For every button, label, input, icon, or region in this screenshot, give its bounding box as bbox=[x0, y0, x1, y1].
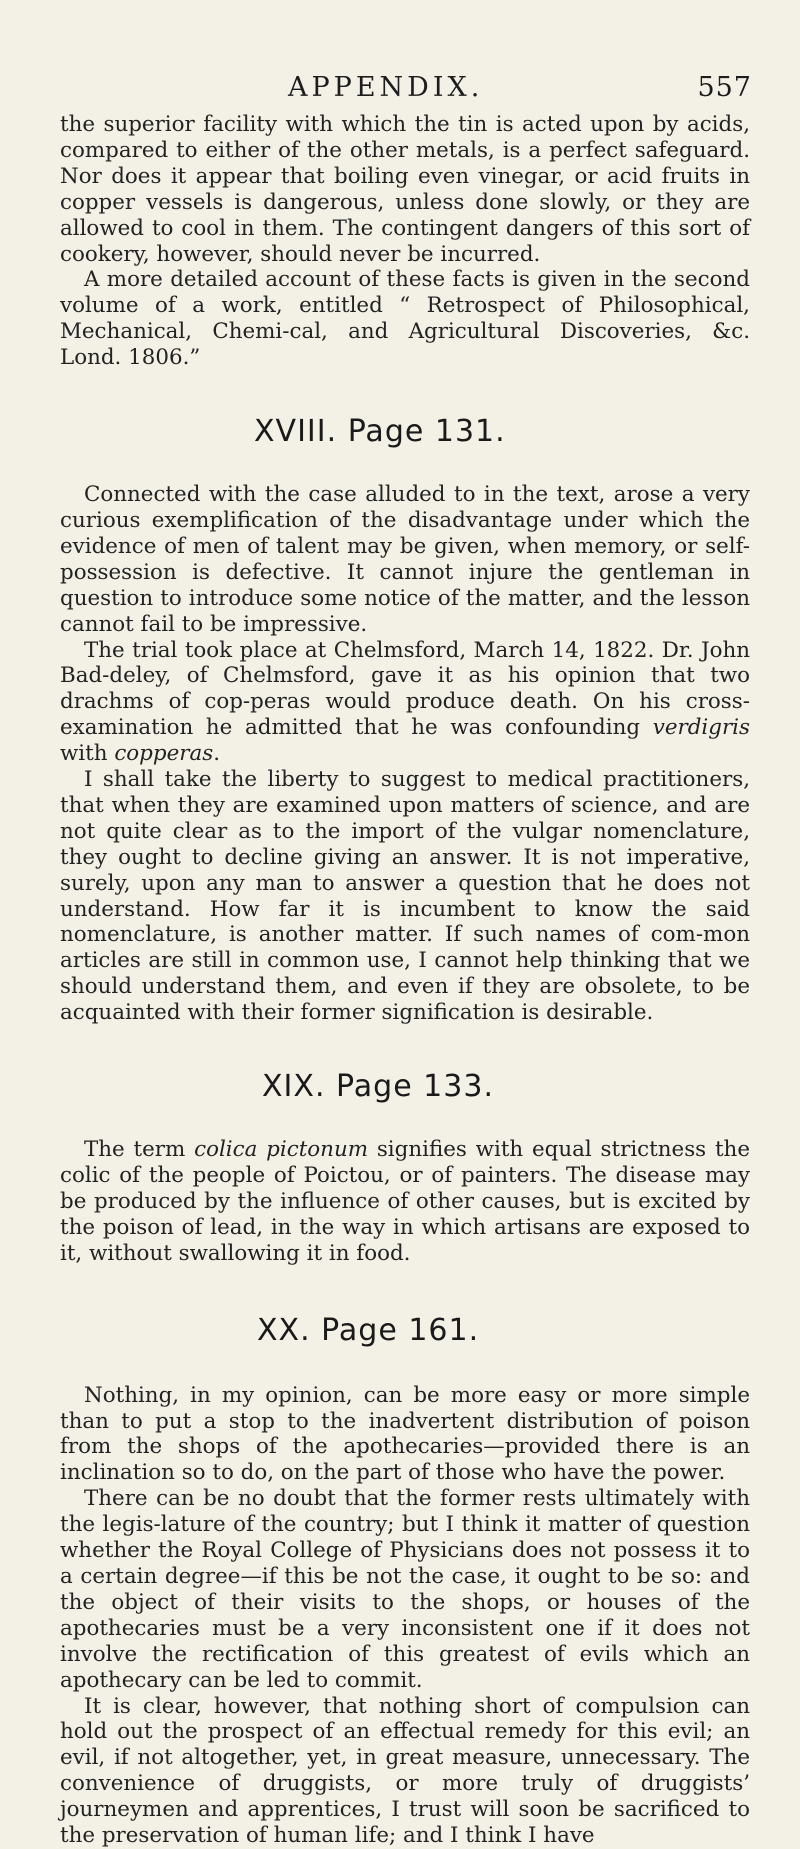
section-18-p2-text-a: The trial took place at Chelmsford, March 14, 1822. Dr. John Bad-deley, of Chelmsford, gave it as his opinion that two drachms of cop-peras would produce death. On his cross-examination he admitted that he was confounding bbox=[60, 637, 750, 741]
section-heading-20: XX. Page 161. bbox=[257, 1312, 480, 1348]
section-18-paragraph-1: Connected with the case alluded to in the text, arose a very curious exemplification of the disadvantage under which the evidence of men of talent may be given, when memory, or self-possession is defective. It cannot injure the gentleman in question to introduce some notice of the matter, and the lesson cannot fail to be impressive. bbox=[60, 482, 750, 637]
section-20-paragraph-2: There can be no doubt that the former rests ultimately with the legis-lature of the country; but I think it matter of question whether the Royal College of Physicians does not possess it to a certain degree—if this be not the case, it ought to be so: and the object of their visits to the shops, or houses of the apothecaries must be a very inconsistent one if it does not involve the rectification of this greatest of evils which an apothecary can be led to commit. bbox=[60, 1486, 750, 1693]
book-page bbox=[60, 0, 752, 1849]
page-number: 557 bbox=[697, 72, 752, 103]
section-19-paragraph-1 bbox=[60, 1137, 750, 1267]
section-20-paragraph-3: It is clear, however, that nothing short of compulsion can hold out the prospect of an effectual remedy for this evil; an evil, if not altogether, yet, in great measure, unnecessary. The convenience of druggists, or more truly of druggists’ journeymen and apprentices, I trust will soon be sacrificed to the preservation of human life; and I think I have bbox=[60, 1693, 750, 1849]
section-19-p1-text-a: The term bbox=[84, 1137, 195, 1163]
section-18-paragraph-2 bbox=[60, 638, 750, 768]
section-18-term-copperas: copperas bbox=[114, 741, 214, 767]
section-18-p2-text-c: . bbox=[213, 741, 220, 767]
section-18-paragraph-3: I shall take the liberty to suggest to medical practitioners, that when they are examined upon matters of science, and are not quite clear as to the import of the vulgar nomenclature, they ought to decline giving an answer. It is not imperative, surely, upon any man to answer a question that he does not understand. How far it is incumbent to know the said nomenclature, is another matter. If such names of com-mon articles are still in common use, I cannot help thinking that we should understand them, and even if they are obsolete, to be acquainted with their former signification is desirable. bbox=[60, 767, 750, 1026]
section-heading-19: XIX. Page 133. bbox=[262, 1069, 494, 1105]
section-heading-18: XVIII. Page 131. bbox=[254, 414, 506, 450]
running-head bbox=[60, 0, 750, 112]
intro-paragraph-2: A more detailed account of these facts is given in the second volume of a work, entitled “ Retrospect of Philosophical, Mechanical, Chemi-cal, and Agricultural Discoveries, &c. Lond. 1806.” bbox=[60, 267, 750, 371]
intro-paragraph: the superior facility with which the tin is acted upon by acids, compared to either of the other metals, is a perfect safeguard. Nor does it appear that boiling even vinegar, or acid fruits in copper vessels is dangerous, unless done slowly, or they are allowed to cool in them. The contingent dangers of this sort of cookery, however, should never be incurred. bbox=[60, 112, 750, 267]
section-18-p2-text-b: with bbox=[60, 741, 115, 767]
section-20-paragraph-1: Nothing, in my opinion, can be more easy or more simple than to put a stop to the inadvertent distribution of poison from the shops of the apothecaries—provided there is an inclination so to do, on the part of those who have the power. bbox=[60, 1382, 750, 1486]
section-18-term-verdigris: verdigris bbox=[652, 715, 750, 741]
section-19-p1-text-b: signifies with equal strictness the colic of the people of Poictou, or of painters. The disease may be produced by the influence of other causes, but is excited by the poison of lead, in the way in which artisans are exposed to it, without swallowing it in food. bbox=[60, 1137, 750, 1266]
section-19-term-colica-pictonum: colica pictonum bbox=[194, 1137, 369, 1163]
running-title: APPENDIX. bbox=[288, 72, 484, 103]
